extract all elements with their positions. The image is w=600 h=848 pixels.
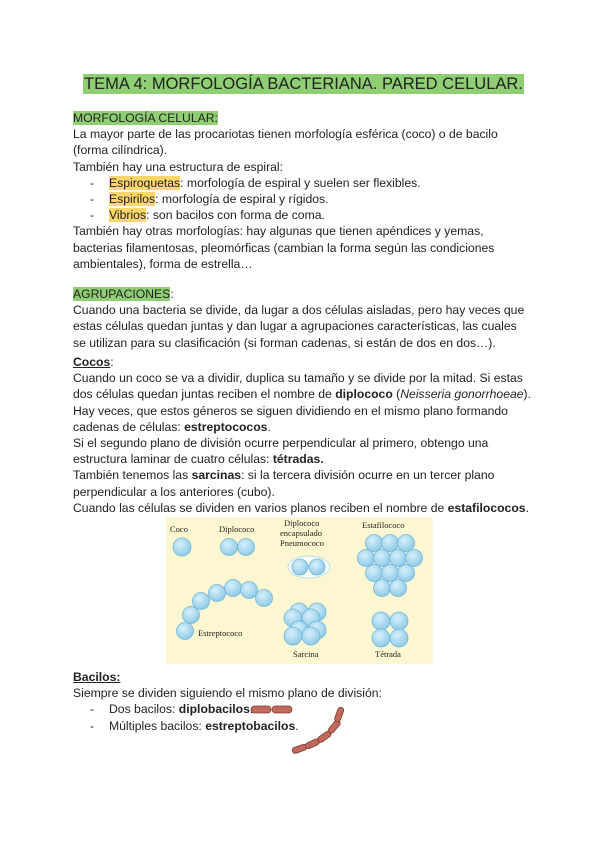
morfologia-p3-line1: También hay otras morfologías: hay algunas que tienen apéndices y yemas, (73, 224, 484, 239)
cocci-arrangements-figure (166, 517, 433, 664)
list-item: - Dos bacilos: diplobacilos (90, 702, 250, 717)
estafilococo-cell (366, 565, 383, 582)
estafilococo-cell (382, 535, 399, 552)
tetrada-cell (390, 629, 408, 647)
estafilococo-cell (398, 535, 415, 552)
diplobacilo-cell (251, 706, 271, 713)
tetrada-cell (390, 612, 408, 630)
estafilococo-cell (374, 580, 391, 597)
estreptococo-cell (193, 593, 210, 610)
agrupaciones-line1: Cuando una bacteria se divide, da lugar a dos células aisladas, pero hay veces que (73, 303, 525, 318)
morfologia-p3-line3: ambientales), forma de estrella… (73, 256, 253, 271)
cocos-heading: Cocos (73, 355, 111, 369)
cocos-line4: cadenas de células: estreptococos. (73, 419, 271, 434)
agrupaciones-line3: se utilizan para su clasificación (si forman cadenas, si están de dos en dos…). (73, 335, 496, 350)
cocos-line7: También tenemos las sarcinas: si la tercera división ocurre en un tercer plano (73, 468, 495, 483)
label-encapsulado-2: encapsulado (280, 528, 323, 538)
list-item: - Espirilos: morfología de espiral y rígidos. (90, 192, 329, 207)
pneumococo-cell (309, 559, 325, 575)
morfologia-heading: MORFOLOGÍA CELULAR: (73, 111, 218, 125)
estreptococo-cell (225, 580, 242, 597)
cocos-line5: Si el segundo plano de división ocurre perpendicular al primero, obtengo una (73, 436, 489, 451)
label-diplococo: Diplococo (219, 524, 255, 534)
diplobacilo-cell (272, 706, 292, 713)
bacilos-intro: Siempre se dividen siguiendo el mismo plano de división: (73, 686, 382, 701)
estafilococo-cell (366, 535, 383, 552)
cocos-line3: Hay veces, que estos géneros se siguen dividiendo en el mismo plano formando (73, 403, 508, 418)
agrupaciones-line2: estas células quedan juntas y dan lugar a agrupaciones características, las cuales (73, 319, 517, 334)
cocos-line6: estructura laminar de cuatro células: tétradas. (73, 452, 324, 467)
estafilococo-cell (390, 550, 407, 567)
estafilococo-cell (398, 565, 415, 582)
section-morfologia (73, 110, 533, 272)
estafilococo-cell (358, 550, 375, 567)
morfologia-p1-line1: La mayor parte de las procariotas tienen morfología esférica (coco) o de bacilo (73, 127, 498, 142)
tetrada-cell (372, 612, 390, 630)
pneumococo-cell (292, 559, 308, 575)
label-estreptococo: Estreptococo (198, 628, 243, 638)
estreptobacilo-cell (334, 706, 345, 722)
morfologia-p3-line2: bacterias filamentosas, pleomórficas (cambian la forma según las condiciones (73, 240, 495, 255)
label-coco: Coco (170, 524, 188, 534)
bacilos-heading: Bacilos: (73, 670, 121, 684)
cocos-line2: dos células quedan juntas reciben el nombre de diplococo (Neisseria gonorrhoeae). (73, 387, 531, 402)
coco-cell (173, 538, 191, 556)
cocos-line8: perpendicular a los anteriores (cubo). (73, 484, 275, 499)
sarcina-cell (302, 627, 320, 645)
estreptococo-cell (183, 607, 200, 624)
section-cocos: Cocos: Cuando un coco se va a dividir, duplica su tamaño y se divide por la mitad. Si estas dos células quedan juntas reciben el nombre de diplococo (Neisseria gonorrhoeae). Hay veces, que estos géneros se siguen dividiendo en el mismo plano formando cadenas de células: estreptococos. Si el segundo plano de división ocurre perpendicular al primero, obtengo una estructura laminar de cuatro células: tétradas. También tenemos las sarcinas: si la tercera división ocurre en un tercer plano perpendicular a los anteriores (cubo). Cuando las células se dividen en varios planos reciben el nombre de estafilococos. (73, 355, 531, 515)
diplococo-cell (221, 539, 238, 556)
sarcina-cell (284, 627, 302, 645)
morfologia-p2: También hay una estructura de espiral: (73, 159, 284, 174)
agrupaciones-heading: AGRUPACIONES (73, 287, 171, 301)
estreptococo-cell (177, 623, 194, 640)
diplococo-cell (238, 539, 255, 556)
tetrada-cell (372, 629, 390, 647)
estreptococo-cell (241, 582, 258, 599)
label-encapsulado-3: Pneumococo (280, 538, 324, 548)
list-item: - Vibrios: son bacilos con forma de coma. (90, 208, 325, 223)
list-item: - Múltiples bacilos: estreptobacilos. (90, 718, 299, 733)
estafilococo-cell (382, 565, 399, 582)
label-encapsulado-1: Diplococo (284, 518, 320, 528)
estreptococo-cell (209, 585, 226, 602)
label-sarcina: Sarcina (293, 649, 319, 659)
estreptococo-cell (256, 590, 273, 607)
bacilli-drawing (250, 702, 350, 758)
estafilococo-cell (406, 550, 423, 567)
section-agrupaciones: AGRUPACIONES: Cuando una bacteria se divide, da lugar a dos células aisladas, pero hay veces que estas células quedan juntas y dan lugar a agrupaciones características, las cuales se utilizan para su clasificación (si forman cadenas, si están de dos en dos…). (73, 286, 533, 351)
label-estafilococo: Estafilococo (362, 520, 405, 530)
list-item: - Espiroquetas: morfología de espiral y suelen ser flexibles. (90, 175, 421, 190)
cocos-line9: Cuando las células se dividen en varios planos reciben el nombre de estafilococos. (73, 500, 529, 515)
page-title: TEMA 4: MORFOLOGÍA BACTERIANA. PARED CELULAR. (84, 75, 523, 93)
estafilococo-cell (374, 550, 391, 567)
cocos-line1: Cuando un coco se va a dividir, duplica su tamaño y se divide por la mitad. Si estas (73, 371, 523, 386)
morfologia-p1-line2: (forma cilíndrica). (73, 143, 168, 158)
label-tetrada: Tétrada (375, 649, 401, 659)
cocci-drawing (166, 517, 433, 664)
estafilococo-cell (390, 580, 407, 597)
